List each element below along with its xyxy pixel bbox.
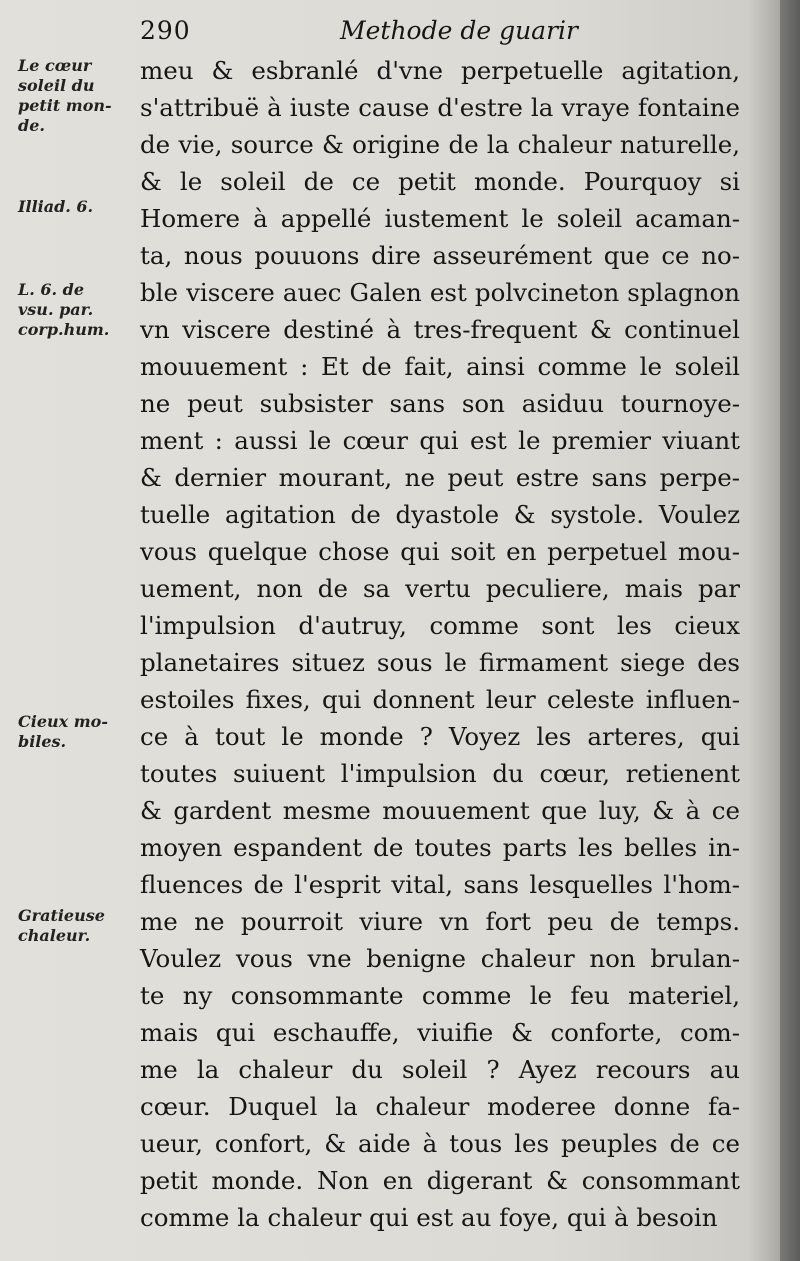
text-line: & le soleil de ce petit monde. Pourquoy si [140, 167, 740, 196]
body-text [140, 52, 740, 1236]
text-line: vous quelque chose qui soit en perpetuel mou- [140, 537, 740, 566]
margin-note-cieux-mobiles [18, 712, 108, 752]
margin-note-line: corp.hum. [18, 320, 110, 339]
text-line: mouuement : Et de fait, ainsi comme le soleil [140, 352, 740, 381]
page-number: 290 [140, 16, 191, 45]
text-line: Homere à appellé iustement le soleil acaman- [140, 204, 740, 233]
text-line: te ny consommante comme le feu materiel, [140, 981, 740, 1010]
text-line: Voulez vous vne benigne chaleur non brulan- [140, 944, 740, 973]
margin-note-galen-ref [18, 280, 109, 340]
text-line: s'attribuë à iuste cause d'estre la vraye fontaine [140, 93, 740, 122]
margin-note-line: petit mon- [18, 96, 112, 115]
text-line: & gardent mesme mouuement que luy, & à ce [140, 796, 740, 825]
text-line: de vie, source & origine de la chaleur naturelle, [140, 130, 740, 159]
margin-note-line: vsu. par. [18, 300, 94, 319]
text-line: ueur, confort, & aide à tous les peuples de ce [140, 1129, 740, 1158]
text-line: ta, nous pouuons dire asseurément que ce no- [140, 241, 740, 270]
text-line: moyen espandent de toutes parts les belles in- [140, 833, 740, 862]
page-header [140, 16, 740, 48]
margin-note-line: chaleur. [18, 926, 91, 945]
margin-note-line: Le cœur [18, 56, 92, 75]
margin-note-coeur-soleil [18, 56, 112, 136]
margin-note-line: L. 6. de [18, 280, 85, 299]
text-line: petit monde. Non en digerant & consommant [140, 1166, 740, 1195]
text-line: & dernier mourant, ne peut estre sans perpe- [140, 463, 740, 492]
text-line: l'impulsion d'autruy, comme sont les cieux [140, 611, 740, 640]
margin-note-line: Cieux mo- [18, 712, 108, 731]
text-line: ble viscere auec Galen est polvcineton splagnon [140, 278, 740, 307]
text-line: ce à tout le monde ? Voyez les arteres, qui [140, 722, 740, 751]
text-line: vn viscere destiné à tres-frequent & continuel [140, 315, 740, 344]
text-line: ment : aussi le cœur qui est le premier viuant [140, 426, 740, 455]
text-line: estoiles fixes, qui donnent leur celeste influen- [140, 685, 740, 714]
text-line: me la chaleur du soleil ? Ayez recours au [140, 1055, 740, 1084]
text-line: uement, non de sa vertu peculiere, mais par [140, 574, 740, 603]
text-line: mais qui eschauffe, viuifie & conforte, com- [140, 1018, 740, 1047]
binding-shadow [780, 0, 800, 1261]
margin-note-line: Illiad. 6. [18, 197, 94, 216]
margin-note-line: biles. [18, 732, 67, 751]
margin-note-line: soleil du [18, 76, 95, 95]
text-line: tuelle agitation de dyastole & systole. Voulez [140, 500, 740, 529]
text-line: comme la chaleur qui est au foye, qui à besoin [140, 1203, 718, 1232]
text-line: me ne pourroit viure vn fort peu de temps. [140, 907, 740, 936]
text-line: cœur. Duquel la chaleur moderee donne fa- [140, 1092, 740, 1121]
text-line: fluences de l'esprit vital, sans lesquelles l'hom- [140, 870, 740, 899]
margin-note-illiad [18, 197, 93, 217]
margin-note-line: Gratieuse [18, 906, 105, 925]
text-line: planetaires situez sous le firmament siege des [140, 648, 740, 677]
margin-note-line: de. [18, 116, 45, 135]
margin-note-gratieuse-chaleur [18, 906, 105, 946]
text-line: ne peut subsister sans son asiduu tournoye- [140, 389, 740, 418]
running-title: Methode de guarir [340, 16, 578, 45]
text-line: meu & esbranlé d'vne perpetuelle agitation, [140, 56, 740, 85]
text-line: toutes suiuent l'impulsion du cœur, retienent [140, 759, 740, 788]
